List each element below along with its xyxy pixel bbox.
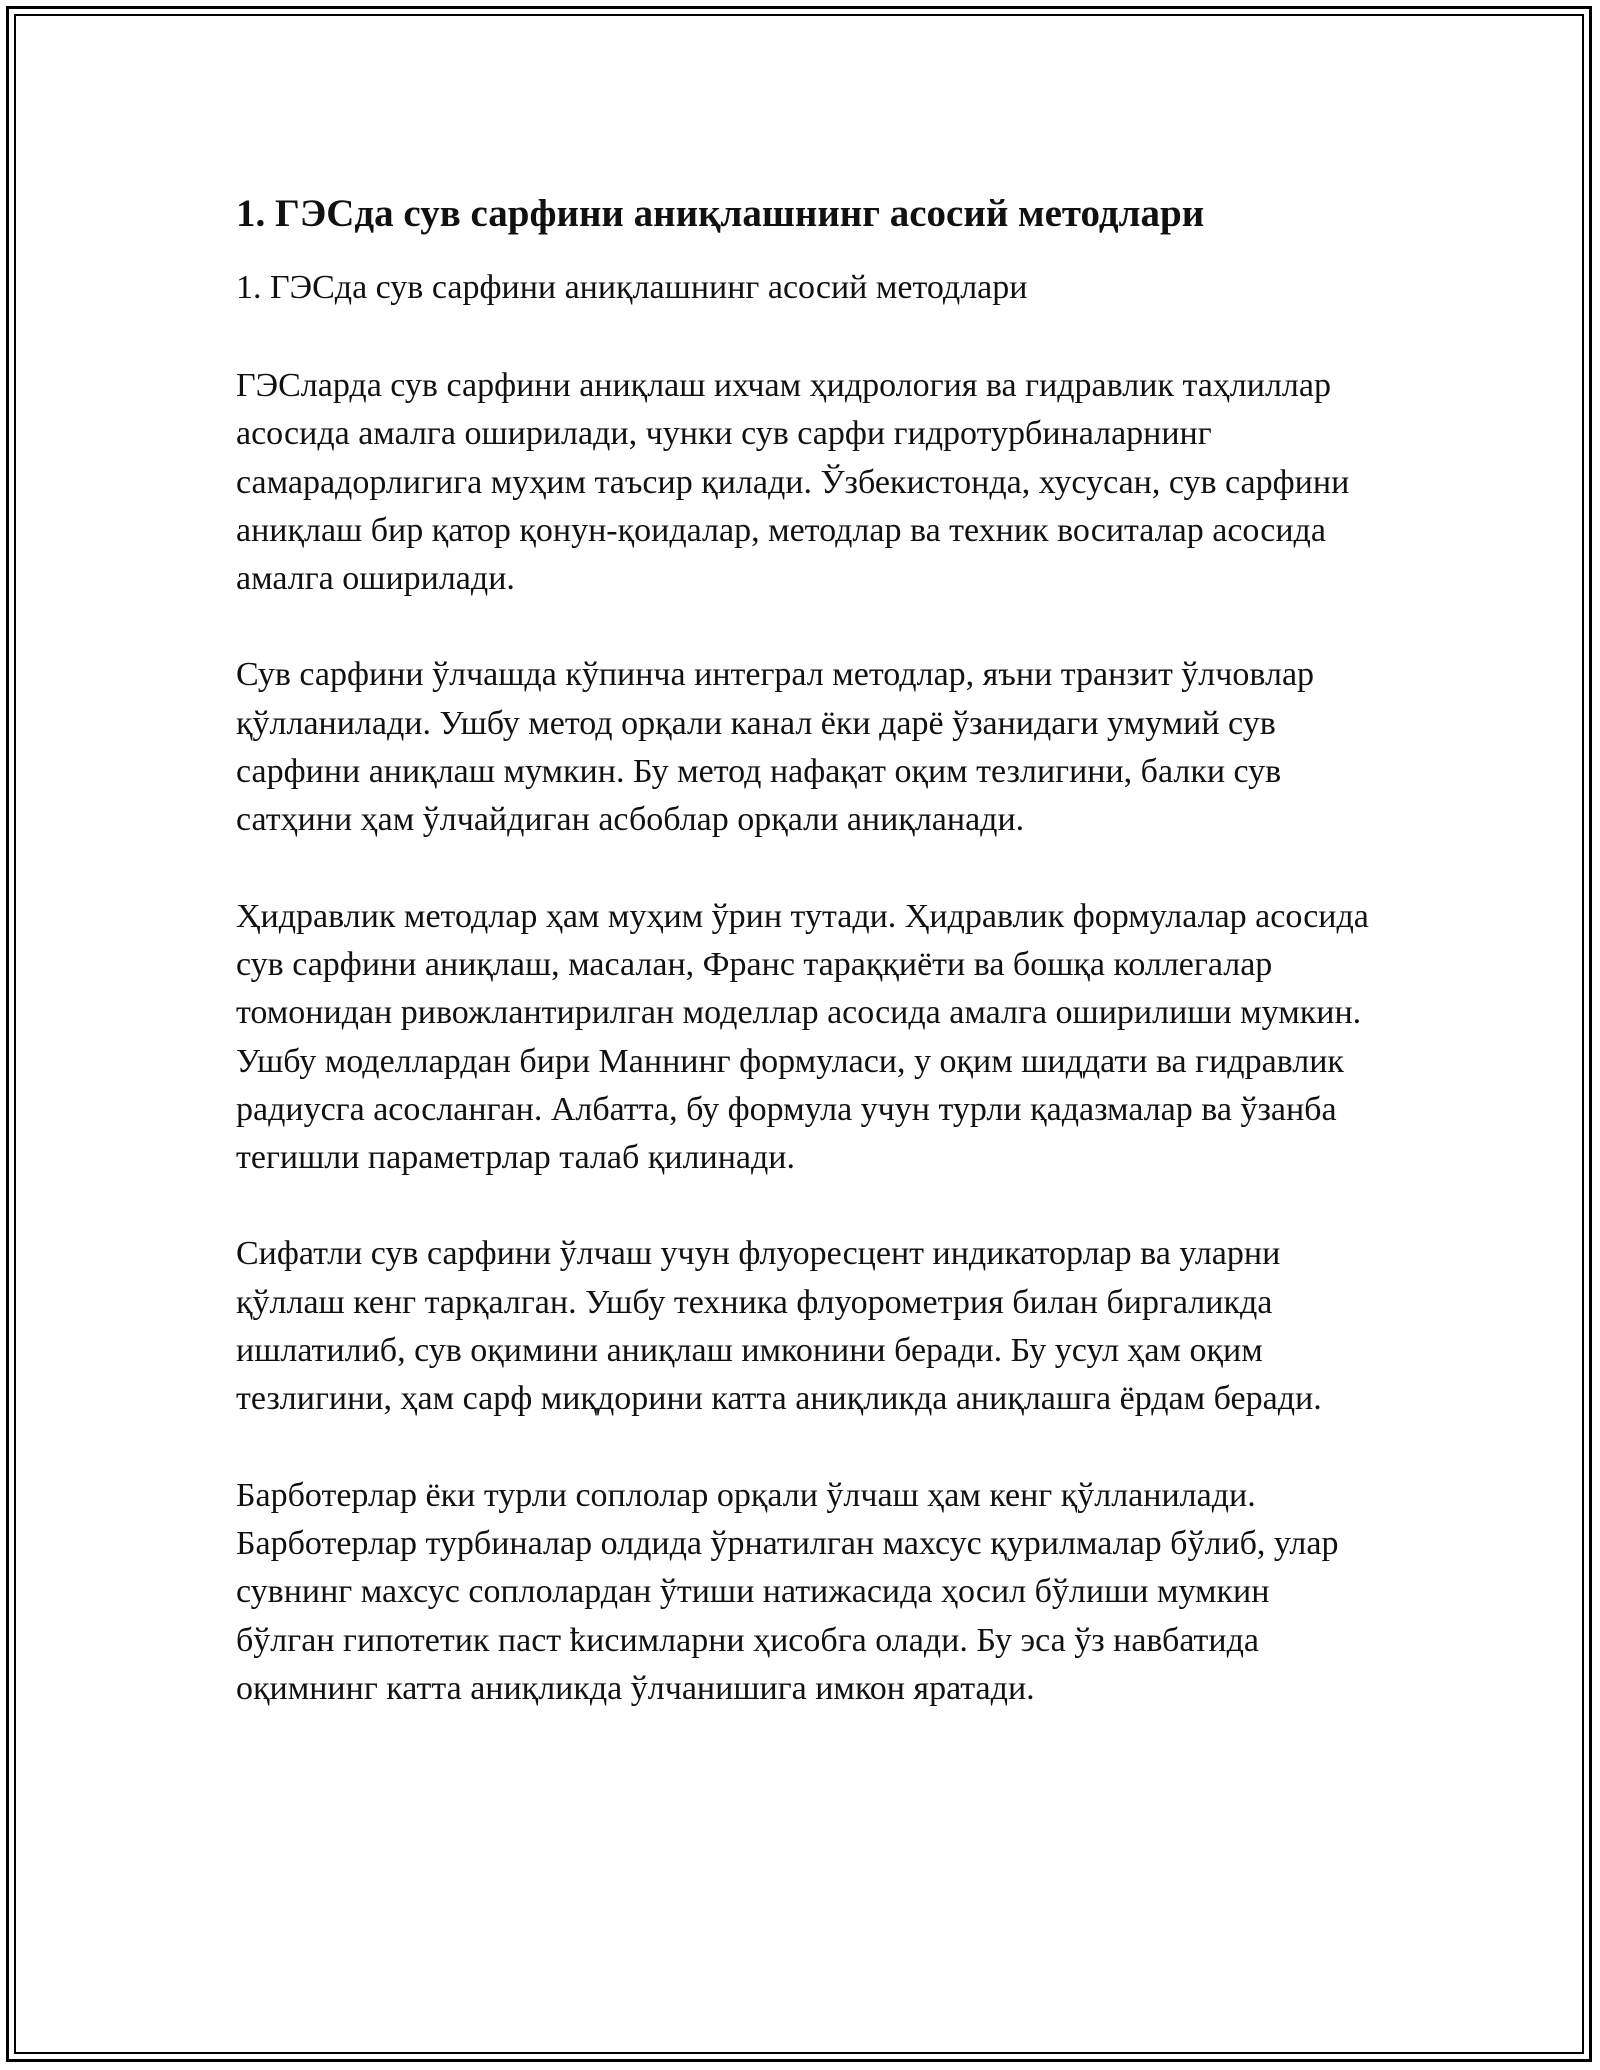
paragraph-2: Сув сарфини ўлчашда кўпинча интеграл методлар, яъни транзит ўлчовлар қўлланилади. Ушбу метод орқали канал ёки дарё ўзанидаги умумий сув сарфини аниқлаш мумкин. Бу метод нафақат оқим тезлигини, балки сув сатҳини ҳам ўлчайдиган асбоблар орқали аниқланади. [236,656,1315,839]
paragraph-5: Барботерлар ёки турли соплолар орқали ўлчаш ҳам кенг қўлланилади. Барботерлар турбиналар олдида ўрнатилган махсус қурилмалар бўлиб, улар сувнинг махсус соплолардан ўтиши натижасида ҳосил бўлиши мумкин бўлган гипотетик паст ҟисимларни ҳисобга олади. Бу эса ўз навбатида оқимнинг катта аниқликда ўлчанишига имкон яратади. [236,1476,1339,1707]
document-subtitle: 1. ГЭСда сув сарфини аниқлашнинг асосий методлари [236,269,1028,306]
paragraph-1: ГЭСларда сув сарфини аниқлаш ихчам ҳидрология ва гидравлик таҳлиллар асосида амалга оширилади, чунки сув сарфи гидротурбиналарнинг самарадорлигига муҳим таъсир қилади. Ўзбекистонда, хусусан, сув сарфини аниқлаш бир қатор қонун-қоидалар, методлар ва техник воситалар асосида амалга оширилади. [236,367,1350,598]
paragraph-4: Сифатли сув сарфини ўлчаш учун флуоресцент индикаторлар ва уларни қўллаш кенг тарқалган. Ушбу техника флуорометрия билан биргаликда ишлатилиб, сув оқимини аниқлаш имконини беради. Бу усул ҳам оқим тезлигини, ҳам сарф миқдорини катта аниқликда аниқлашга ёрдам беради. [236,1235,1322,1418]
document-body [236,190,1376,1761]
document-title: 1. ГЭСда сув сарфини аниқлашнинг асосий методлари [236,192,1205,235]
paragraph-3: Ҳидравлик методлар ҳам муҳим ўрин тутади. Ҳидравлик формулалар асосида сув сарфини аниқлаш, масалан, Франс тараққиёти ва бошқа коллегалар томонидан ривожлантирилган моделлар асосида амалга оширилиши мумкин. Ушбу моделлардан бири Маннинг формуласи, у оқим шиддати ва гидравлик радиусга асосланган. Албатта, бу формула учун турли қадазмалар ва ўзанба тегишли параметрлар талаб қилинади. [236,897,1369,1177]
